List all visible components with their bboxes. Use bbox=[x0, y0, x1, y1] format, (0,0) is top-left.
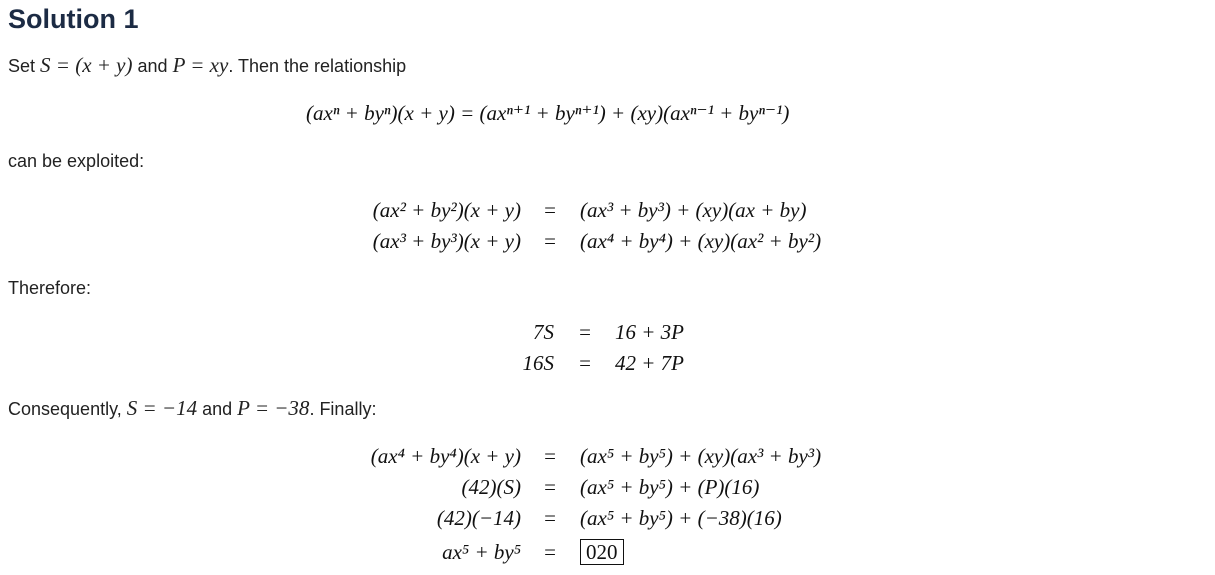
eq3-final-rhs bbox=[580, 539, 624, 565]
conseq-math-s: S = −14 bbox=[126, 396, 198, 420]
eq3-row3-lhs: (42)(−14) bbox=[436, 506, 521, 530]
eq2-row2-lhs: 16S bbox=[522, 351, 554, 375]
exploit-text: can be exploited: bbox=[8, 151, 145, 171]
eq3-row3-rel: = bbox=[544, 506, 556, 530]
eq1-row2-lhs: (ax³ + by³)(x + y) bbox=[372, 229, 521, 253]
eq2-row2-rel: = bbox=[579, 351, 591, 375]
eq2-row2-rhs: 42 + 7P bbox=[615, 351, 684, 375]
eq2-row1-lhs: 7S bbox=[533, 320, 554, 344]
intro-text-2: and bbox=[132, 56, 173, 76]
eq3-final-lhs: ax⁵ + by⁵ bbox=[442, 540, 521, 564]
therefore-text: Therefore: bbox=[8, 278, 92, 298]
conseq-text-3: . Finally: bbox=[309, 399, 377, 419]
eq3-row2-rhs: (ax⁵ + by⁵) + (P)(16) bbox=[580, 475, 760, 499]
intro-text-3: . Then the relationship bbox=[228, 56, 407, 76]
intro-text-1: Set bbox=[8, 56, 41, 76]
conseq-math-p: P = −38 bbox=[237, 396, 310, 420]
solution-heading: Solution 1 bbox=[8, 4, 139, 34]
intro-paragraph bbox=[8, 54, 406, 77]
final-answer-box: 020 bbox=[580, 539, 624, 565]
eq1-row1-rhs: (ax³ + by³) + (xy)(ax + by) bbox=[580, 198, 807, 222]
intro-math-s: S = (x + y) bbox=[40, 53, 133, 77]
eq1-row2-rel: = bbox=[544, 229, 556, 253]
eq2-row1-rel: = bbox=[579, 320, 591, 344]
eq3-row1-rel: = bbox=[544, 444, 556, 468]
conseq-text-2: and bbox=[197, 399, 238, 419]
eq3-row1-rhs: (ax⁵ + by⁵) + (xy)(ax³ + by³) bbox=[580, 444, 822, 468]
eq3-row1-lhs: (ax⁴ + by⁴)(x + y) bbox=[370, 444, 521, 468]
relationship-equation: (axⁿ + byⁿ)(x + y) = (axⁿ⁺¹ + byⁿ⁺¹) + (xy)(axⁿ⁻¹ + byⁿ⁻¹) bbox=[306, 101, 790, 125]
eq1-row2-rhs: (ax⁴ + by⁴) + (xy)(ax² + by²) bbox=[580, 229, 822, 253]
conseq-text-1: Consequently, bbox=[8, 399, 127, 419]
eq2-row1-rhs: 16 + 3P bbox=[615, 320, 684, 344]
eq3-row2-lhs: (42)(S) bbox=[461, 475, 521, 499]
eq3-row2-rel: = bbox=[544, 475, 556, 499]
intro-math-p: P = xy bbox=[172, 53, 229, 77]
eq3-row3-rhs: (ax⁵ + by⁵) + (−38)(16) bbox=[580, 506, 782, 530]
eq1-row1-lhs: (ax² + by²)(x + y) bbox=[372, 198, 521, 222]
eq3-final-rel: = bbox=[544, 540, 556, 564]
consequently-paragraph bbox=[8, 397, 376, 420]
eq1-row1-rel: = bbox=[544, 198, 556, 222]
